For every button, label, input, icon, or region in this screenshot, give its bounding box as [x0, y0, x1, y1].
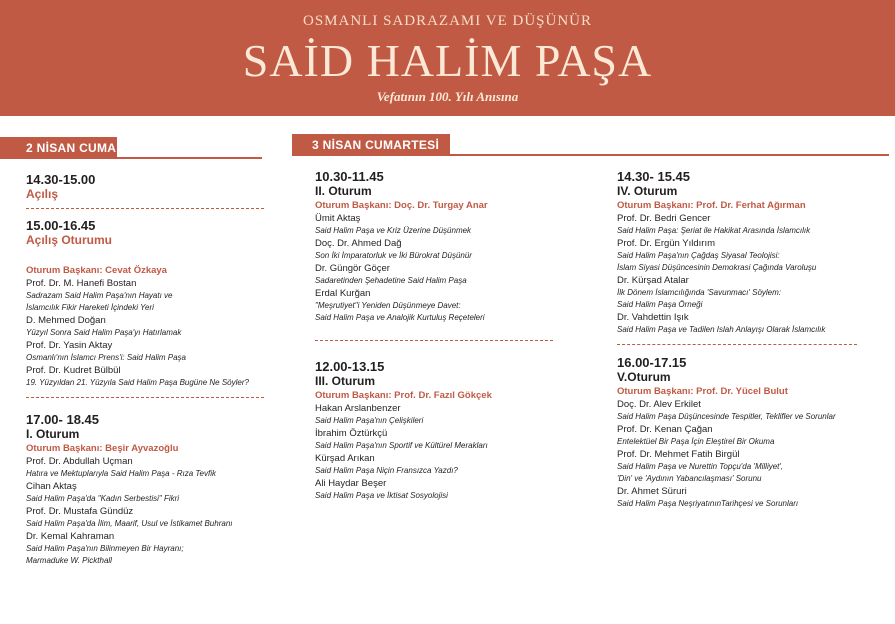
- talk-title: Entelektüel Bir Paşa İçin Eleştirel Bir Okuma: [617, 437, 775, 446]
- session1-title: I. Oturum: [26, 427, 80, 441]
- talk-title: "Meşrutiyet"i Yeniden Düşünmeye Davet:: [315, 301, 461, 310]
- session5-title: V.Oturum: [617, 370, 671, 384]
- speaker-name: Prof. Dr. Bedri Gencer: [617, 213, 711, 224]
- talk-title: Said Halim Paşa ve İktisat Sosyolojisi: [315, 491, 448, 500]
- speaker-name: D. Mehmed Doğan: [26, 315, 106, 326]
- speaker-name: Cihan Aktaş: [26, 481, 77, 492]
- divider: [315, 340, 553, 341]
- divider: [26, 208, 264, 209]
- session3-title: III. Oturum: [315, 374, 375, 388]
- session4-time: 14.30- 15.45: [617, 169, 691, 184]
- talk-title: 'Din' ve 'Aydının Yabancılaşması' Sorunu: [617, 474, 762, 483]
- session-chair: Oturum Başkanı: Beşir Ayvazoğlu: [26, 443, 179, 454]
- speaker-name: Prof. Dr. Ergün Yıldırım: [617, 238, 716, 249]
- day2-column-1: [315, 169, 585, 502]
- speaker-name: Prof. Dr. Mustafa Gündüz: [26, 506, 134, 517]
- talk-title: Said Halim Paşa: Şeriat ile Hakikat Arasında İslamcılık: [617, 226, 811, 235]
- day1-tab: [0, 137, 117, 159]
- talk-title: Said Halim Paşa Düşüncesinde Tespitler, Teklifler ve Sorunlar: [617, 412, 836, 421]
- talk-title: Said Halim Paşa NeşriyatınınTarihçesi ve Sorunları: [617, 499, 799, 508]
- divider: [26, 397, 264, 398]
- talk-title: Said Halim Paşa ve Nurettin Topçu'da 'Milliyet',: [617, 462, 784, 471]
- talk-title: Marmaduke W. Pickthall: [26, 556, 112, 565]
- session1-time: 17.00- 18.45: [26, 412, 100, 427]
- event-tagline: Vefatının 100. Yılı Anısına: [376, 89, 519, 104]
- talk-title: Said Halim Paşa'nın Sportif ve Kültürel Merakları: [315, 441, 488, 450]
- divider: [617, 344, 857, 345]
- session-items: [315, 402, 585, 502]
- speaker-name: İbrahim Öztürkçü: [315, 428, 388, 439]
- talk-title: Said Halim Paşa ve Analojik Kurtuluş Reçeteleri: [315, 313, 485, 322]
- session5-time: 16.00-17.15: [617, 355, 687, 370]
- day2-underline: [292, 154, 889, 156]
- session-chair: Oturum Başkanı: Cevat Özkaya: [26, 265, 167, 276]
- talk-title: 19. Yüzyıldan 21. Yüzyıla Said Halim Paşa Bugüne Ne Söyler?: [26, 378, 249, 387]
- speaker-name: Dr. Ahmet Süruri: [617, 486, 687, 497]
- talk-title: Said Halim Paşa'nın Çağdaş Siyasal Teolojisi:: [617, 251, 780, 260]
- speaker-name: Prof. Dr. Kudret Bülbül: [26, 365, 121, 376]
- speaker-name: Ümit Aktaş: [315, 213, 361, 224]
- talk-title: Said Halim Paşa ve Kriz Üzerine Düşünmek: [315, 226, 472, 235]
- day2-label: 3 NİSAN CUMARTESİ: [312, 138, 440, 152]
- talk-title: Son İki İmparatorluk ve İki Bürokrat Düşünür: [315, 251, 472, 260]
- event-subtitle: OSMANLI SADRAZAMI VE DÜŞÜNÜR: [303, 13, 592, 29]
- session-items: [617, 212, 887, 336]
- talk-title: Said Halim Paşa'nın Bilinmeyen Bir Hayranı;: [26, 544, 184, 553]
- talk-title: Yüzyıl Sonra Said Halim Paşa'yı Hatırlamak: [26, 328, 182, 337]
- talk-title: Sadaretinden Şehadetine Said Halim Paşa: [315, 276, 467, 285]
- session3-time: 12.00-13.15: [315, 359, 385, 374]
- day1-column: [26, 172, 276, 567]
- speaker-name: Dr. Kemal Kahraman: [26, 531, 115, 542]
- talk-title: Said Halim Paşa'da İlim, Maarif, Usul ve İstikamet Buhranı: [26, 519, 233, 528]
- session-items: [315, 212, 585, 324]
- opening-session-time: 15.00-16.45: [26, 218, 96, 233]
- session-items: [26, 455, 276, 567]
- opening-time: 14.30-15.00: [26, 172, 96, 187]
- speaker-name: Kürşad Arıkan: [315, 453, 375, 464]
- talk-title: Said Halim Paşa Örneği: [617, 300, 703, 309]
- talk-title: Said Halim Paşa'nın Çelişkileri: [315, 416, 424, 425]
- talk-title: Said Halim Paşa Niçin Fransızca Yazdı?: [315, 466, 458, 475]
- talk-title: Said Halim Paşa ve Tadilen Islah Anlayışı Olarak İslamcılık: [617, 325, 826, 334]
- session-chair: Oturum Başkanı: Doç. Dr. Turgay Anar: [315, 200, 488, 211]
- talk-title: Said Halim Paşa'da "Kadın Serbestisi" Fikri: [26, 494, 180, 503]
- speaker-name: Dr. Vahdettin Işık: [617, 312, 689, 323]
- speaker-name: Hakan Arslanbenzer: [315, 403, 401, 414]
- talk-title: İlk Dönem İslamcılığında 'Savunmacı' Söylem:: [617, 288, 782, 297]
- session-chair: Oturum Başkanı: Prof. Dr. Ferhat Ağırman: [617, 200, 806, 211]
- talk-title: Sadrazam Said Halim Paşa'nın Hayatı ve: [26, 291, 173, 300]
- session2-title: II. Oturum: [315, 184, 372, 198]
- session2-time: 10.30-11.45: [315, 169, 384, 184]
- day2-tab: [292, 134, 450, 156]
- speaker-name: Doç. Dr. Alev Erkilet: [617, 399, 701, 410]
- speaker-name: Dr. Kürşad Atalar: [617, 275, 689, 286]
- session-items: [617, 398, 887, 510]
- day1-label: 2 NİSAN CUMA: [26, 141, 117, 155]
- talk-title: İslam Siyasi Düşüncesinin Demokrasi Çağında Varoluşu: [617, 263, 817, 272]
- opening-title: Açılış: [26, 187, 59, 201]
- day2-column-2: [617, 169, 887, 510]
- speaker-name: Prof. Dr. Mehmet Fatih Birgül: [617, 449, 740, 460]
- speaker-name: Prof. Dr. Abdullah Uçman: [26, 456, 133, 467]
- speaker-name: Prof. Dr. M. Hanefi Bostan: [26, 278, 137, 289]
- speaker-name: Prof. Dr. Yasin Aktay: [26, 340, 113, 351]
- talk-title: İslamcılık Fikir Hareketi İçindeki Yeri: [26, 303, 154, 312]
- speaker-name: Erdal Kurğan: [315, 288, 371, 299]
- speaker-name: Doç. Dr. Ahmed Dağ: [315, 238, 402, 249]
- session-items: [26, 277, 276, 389]
- speaker-name: Dr. Güngör Göçer: [315, 263, 390, 274]
- talk-title: Hatıra ve Mektuplarıyla Said Halim Paşa - Rıza Tevfik: [26, 469, 216, 478]
- speaker-name: Ali Haydar Beşer: [315, 478, 387, 489]
- speaker-name: Prof. Dr. Kenan Çağan: [617, 424, 713, 435]
- session4-title: IV. Oturum: [617, 184, 678, 198]
- session-chair: Oturum Başkanı: Prof. Dr. Fazıl Gökçek: [315, 390, 492, 401]
- talk-title: Osmanlı'nın İslamcı Prens'i: Said Halim Paşa: [26, 353, 186, 362]
- opening-session-title: Açılış Oturumu: [26, 233, 113, 247]
- header-banner: [0, 0, 895, 116]
- day1-underline: [0, 157, 262, 159]
- session-chair: Oturum Başkanı: Prof. Dr. Yücel Bulut: [617, 386, 788, 397]
- event-title: SAİD HALİM PAŞA: [242, 35, 653, 86]
